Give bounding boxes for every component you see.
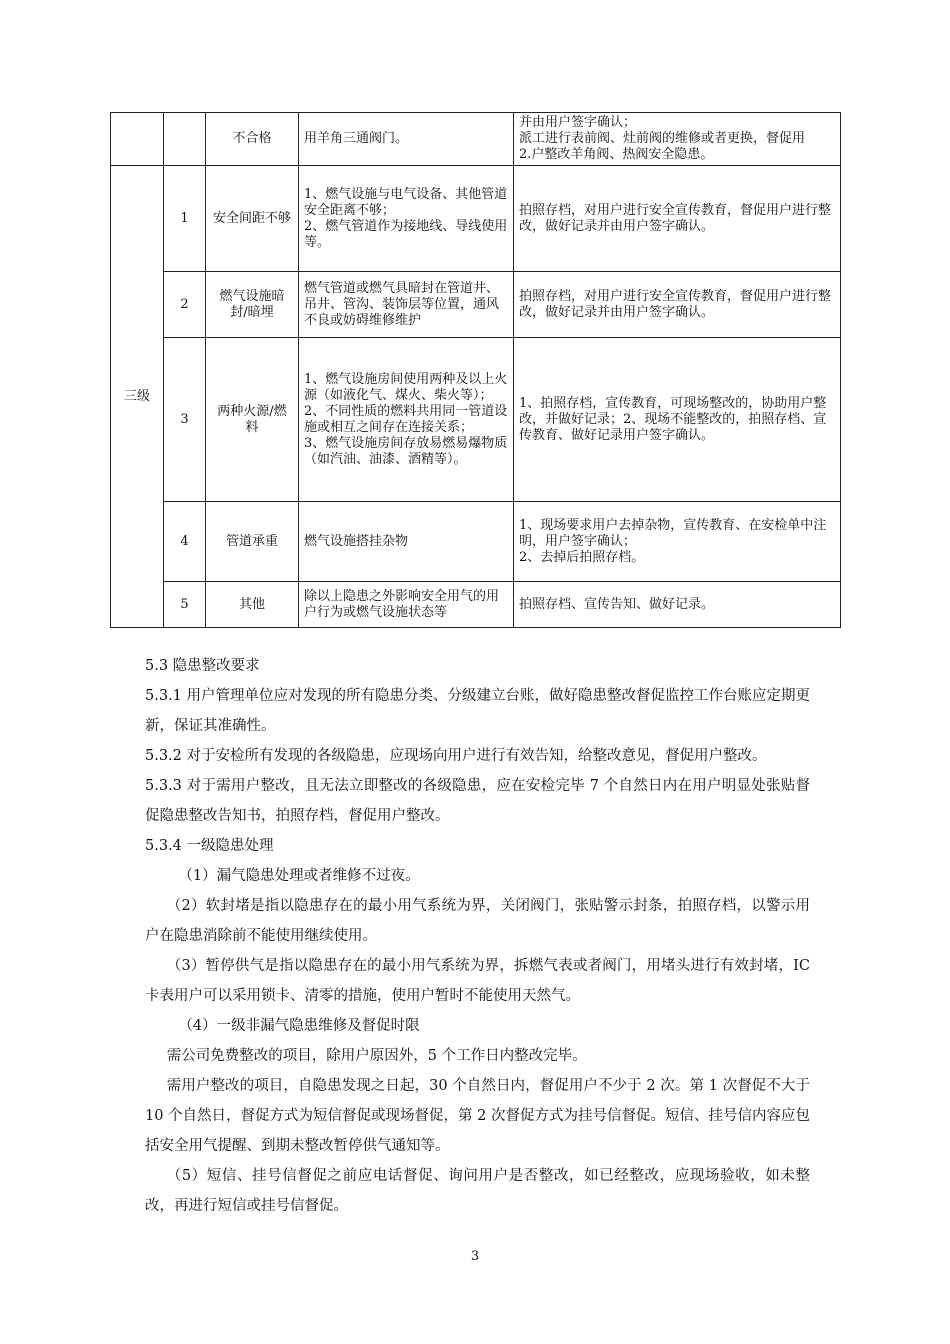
paragraph-5-3-2: 5.3.2 对于安检所有发现的各级隐患，应现场向用户进行有效告知，给整改意见，督促用户整改。 xyxy=(145,748,767,764)
list-item-1: （1）漏气隐患处理或者维修不过夜。 xyxy=(178,868,420,884)
list-item-4-user: 需用户整改的项目，自隐患发现之日起，30 个自然日内，督促用户不少于 2 次。第 1 次督促不大于 10 个自然日，督促方式为短信督促或现场督促，第 2 次督促方式为挂号信督促。短信、挂号信内容应包括安全用气提醒、到期未整改暂停供气通知等。 xyxy=(145,1078,810,1154)
list-item-4: （4）一级非漏气隐患维修及督促时限 xyxy=(178,1018,420,1034)
paragraph-5-3-3: 5.3.3 对于需用户整改，且无法立即整改的各级隐患，应在安检完毕 7 个自然日内在用户明显处张贴督促隐患整改告知书，拍照存档，督促用户整改。 xyxy=(145,778,810,824)
hazard-measures xyxy=(514,582,841,628)
hazard-measures xyxy=(514,272,841,338)
list-item-3: （3）暂停供气是指以隐患存在的最小用气系统为界，拆燃气表或者阀门，用堵头进行有效封堵，IC 卡表用户可以采用锁卡、清零的措施，使用户暂时不能使用天然气。 xyxy=(145,958,810,1004)
hazard-item: 管道承重 xyxy=(206,502,299,582)
row-number: 1 xyxy=(164,166,206,272)
hazard-item: 其他 xyxy=(206,582,299,628)
hazard-description xyxy=(299,272,514,338)
measure-line: 拍照存档，对用户进行安全宣传教育，督促用户进行整改，做好记录并由用户签字确认。 xyxy=(519,202,832,234)
list-item-4-free: 需公司免费整改的项目，除用户原因外，5 个工作日内整改完毕。 xyxy=(166,1048,587,1064)
section-5-3 xyxy=(145,651,810,1221)
item-cell: 不合格 xyxy=(206,113,299,166)
hazard-measures xyxy=(514,338,841,502)
hazard-table xyxy=(110,112,841,628)
description-line: 3、燃气设施房间存放易燃易爆物质（如汽油、油漆、酒精等）。 xyxy=(304,435,508,467)
description-line: 2、燃气管道作为接地线、导线使用等。 xyxy=(304,218,508,250)
hazard-description xyxy=(299,338,514,502)
row-number: 3 xyxy=(164,338,206,502)
hazard-measures xyxy=(514,166,841,272)
description-line: 除以上隐患之外影响安全用气的用户行为或燃气设施状态等 xyxy=(304,588,500,620)
description-line: 燃气设施搭挂杂物 xyxy=(304,533,409,549)
measure-line: 拍照存档、宣传告知、做好记录。 xyxy=(519,596,715,612)
hazard-item: 两种火源/燃料 xyxy=(206,338,299,502)
level-cell xyxy=(111,113,164,166)
table-row xyxy=(111,338,841,502)
table-row xyxy=(111,113,841,166)
description-line: 2、不同性质的燃料共用同一管道设施或相互之间存在连接关系； xyxy=(304,403,508,435)
hazard-description xyxy=(299,582,514,628)
measure-line: 1、拍照存档，宣传教育，可现场整改的，协助用户整改，并做好记录；2、现场不能整改的，拍照存档、宣传教育、做好记录用户签字确认。 xyxy=(519,395,827,443)
section-heading: 5.3 隐患整改要求 xyxy=(145,658,260,674)
table-row xyxy=(111,502,841,582)
hazard-item: 安全间距不够 xyxy=(206,166,299,272)
measures-cell xyxy=(514,113,841,166)
description-cell: 用羊角三通阀门。 xyxy=(299,113,514,166)
measure-line: 2、去掉后拍照存档。 xyxy=(519,549,645,565)
list-item-2: （2）软封堵是指以隐患存在的最小用气系统为界，关闭阀门，张贴警示封条，拍照存档，以警示用户在隐患消除前不能使用继续使用。 xyxy=(145,898,810,944)
measure-line: 1、现场要求用户去掉杂物，宣传教育、在安检单中注明，用户签字确认； xyxy=(519,517,827,549)
row-number: 2 xyxy=(164,272,206,338)
hazard-item: 燃气设施暗封/暗埋 xyxy=(206,272,299,338)
table-row xyxy=(111,582,841,628)
row-number: 5 xyxy=(164,582,206,628)
row-number: 4 xyxy=(164,502,206,582)
description-line: 1、燃气设施与电气设备、其他管道安全距离不够； xyxy=(304,186,508,218)
measure-line: 派工进行表前阀、灶前阀的维修或者更换，督促用 xyxy=(519,131,806,146)
measure-line: 并由用户签字确认； xyxy=(519,115,637,130)
measure-line: 拍照存档，对用户进行安全宣传教育，督促用户进行整改，做好记录并由用户签字确认。 xyxy=(519,288,832,320)
level-label: 三级 xyxy=(111,166,164,628)
paragraph-5-3-1: 5.3.1 用户管理单位应对发现的所有隐患分类、分级建立台账，做好隐患整改督促监控工作台账应定期更新，保证其准确性。 xyxy=(145,688,810,734)
no-cell xyxy=(164,113,206,166)
list-item-5: （5）短信、挂号信督促之前应电话督促、询问用户是否整改，如已经整改，应现场验收，如未整改，再进行短信或挂号信督促。 xyxy=(145,1168,810,1214)
description-line: 燃气管道或燃气具暗封在管道井、吊井、管沟、装饰层等位置，通风不良或妨碍维修维护 xyxy=(304,280,500,328)
hazard-description xyxy=(299,166,514,272)
hazard-description xyxy=(299,502,514,582)
measure-line: 2.户整改羊角阀、热阀安全隐患。 xyxy=(519,147,714,162)
table-row xyxy=(111,166,841,272)
page-number: 3 xyxy=(470,1249,480,1264)
description-line: 1、燃气设施房间使用两种及以上火源（如液化气、煤火、柴火等）； xyxy=(304,371,508,403)
hazard-measures xyxy=(514,502,841,582)
paragraph-5-3-4: 5.3.4 一级隐患处理 xyxy=(145,838,274,854)
table-row xyxy=(111,272,841,338)
